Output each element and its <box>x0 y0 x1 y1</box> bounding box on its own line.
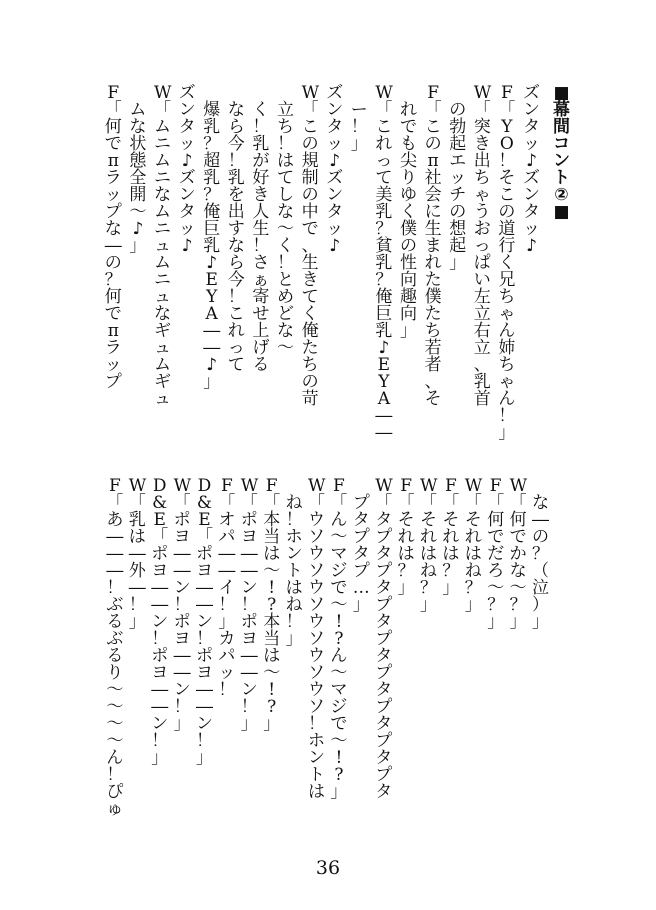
upper-line: F 「 Y O ！ そ こ の 道 行 く 兄 ち ゃ ん 姉 ち ゃ ん ！ 」 <box>498 83 516 443</box>
upper-line: W 「 こ の 規 制 の 中 で 、 生 き て く 俺 た ち の 苛 <box>301 83 320 409</box>
upper-line: ー ！ 」 <box>350 100 368 154</box>
lower-line: D & E 「 ポ ヨ ― ― ン ！ ポ ヨ ― ― ン ！ 」 <box>196 476 213 768</box>
lower-line: W 「 そ れ は ね ？ 」 <box>464 476 483 615</box>
lower-line: W 「 ウ ソ ウ ソ ウ ソ ウ ソ ウ ソ ウ ソ ！ ホ ン ト は <box>308 476 326 802</box>
upper-line: W 「 こ れ っ て 美 乳 ？ 貧 乳 ？ 俺 巨 乳 ♪ E Y A ― ― <box>375 83 393 443</box>
upper-line: ズ ン タ ッ ♪ ズ ン タ ッ ♪ <box>326 83 344 256</box>
lower-line: D & E 「 ポ ヨ ― ― ン ！ ポ ヨ ― ― ン ！ 」 <box>151 476 169 768</box>
lower-line: F 「 何 で だ ろ 〜 ？ 」 <box>487 476 505 632</box>
lower-line: F 「 あ ― ― ― ！ ぶ る ぶ る り 〜 〜 〜 〜 ん ！ ぴ ゅ <box>106 476 124 819</box>
upper-line: な ら 今 ！ 乳 を 出 す な ら 今 ！ こ れ っ て <box>227 100 245 375</box>
upper-line: 爆 乳 ？ 超 乳 ？ 俺 巨 乳 ♪ E Y A ― ― ♪ 」 <box>203 100 221 392</box>
upper-line: ズ ン タ ッ ♪ ズ ン タ ッ ♪ <box>178 83 196 256</box>
upper-line: の 勃 起 エ ッ チ の 想 起 」 <box>449 100 467 273</box>
upper-line: W 「 突 き 出 ち ゃ う お っ ぱ い 左 立 右 立 、 乳 首 <box>473 83 492 409</box>
lower-line: F 「 そ れ は ？ 」 <box>397 476 415 598</box>
lower-line: W 「 ポ ヨ ― ― ン ！ ポ ヨ ― ― ン ！ 」 <box>240 476 259 734</box>
lower-line: F 「 オ パ ― ― イ ！ 」 カ パ ッ ！ <box>218 476 236 700</box>
page-number: 36 <box>315 857 341 879</box>
upper-line: F 「 こ の π 社 会 に 生 ま れ た 僕 た ち 若 者 、 そ <box>424 83 442 409</box>
section-title: ■ 幕 間 コ ン ト ② ■ <box>553 83 570 222</box>
upper-line: ズ ン タ ッ ♪ ズ ン タ ッ ♪ <box>523 83 540 256</box>
upper-line: く ！ 乳 が 好 き 人 生 ！ さ ぁ 寄 せ 上 げ る <box>252 100 270 375</box>
lower-line: ね ！ ホ ン ト は ね ！ 」 <box>285 493 303 649</box>
upper-line: F 「 何 で π ラ ッ プ な ― の ？ 何 で π ラ ッ プ <box>104 83 122 392</box>
lower-line: W 「 タ プ タ プ タ プ タ プ タ プ タ プ タ プ タ プ タ <box>375 476 393 802</box>
lower-line: F 「 ん 〜 マ ジ で 〜 ! ? ん 〜 マ ジ で 〜 ! ? 」 <box>330 476 348 802</box>
lower-line: W 「 何 で か な 〜 ？ 」 <box>509 476 528 632</box>
lower-line: W 「 そ れ は ね ？ 」 <box>420 476 438 615</box>
lower-line: W 「 乳 は ― 外 ― ！ 」 <box>128 476 147 632</box>
upper-line: W 「 ム ニ ム ニ な ム ニ ュ ム ニ ュ な ギ ュ ム ギ ュ <box>154 83 172 409</box>
upper-line: れ で も 尖 り ゆ く 僕 の 性 向 趣 向 」 <box>400 100 417 341</box>
upper-line: ム な 状 態 全 開 〜 ♪ 」 <box>129 100 147 256</box>
lower-line: F 「 そ れ は ？ 」 <box>442 476 460 598</box>
lower-line: な ― の ？ （ 泣 ） 」 <box>532 493 549 632</box>
upper-line: 立 ち ！ は て し な 〜 く ！ と め ど な 〜 <box>277 100 294 358</box>
lower-line: プ タ プ タ プ … 」 <box>352 493 370 615</box>
lower-line: F 「 本 当 は 〜 ! ? 本 当 は 〜 ! ? 」 <box>263 476 281 734</box>
lower-line: W 「 ポ ヨ ― ― ン ！ ポ ヨ ― ― ン ！ 」 <box>173 476 192 734</box>
